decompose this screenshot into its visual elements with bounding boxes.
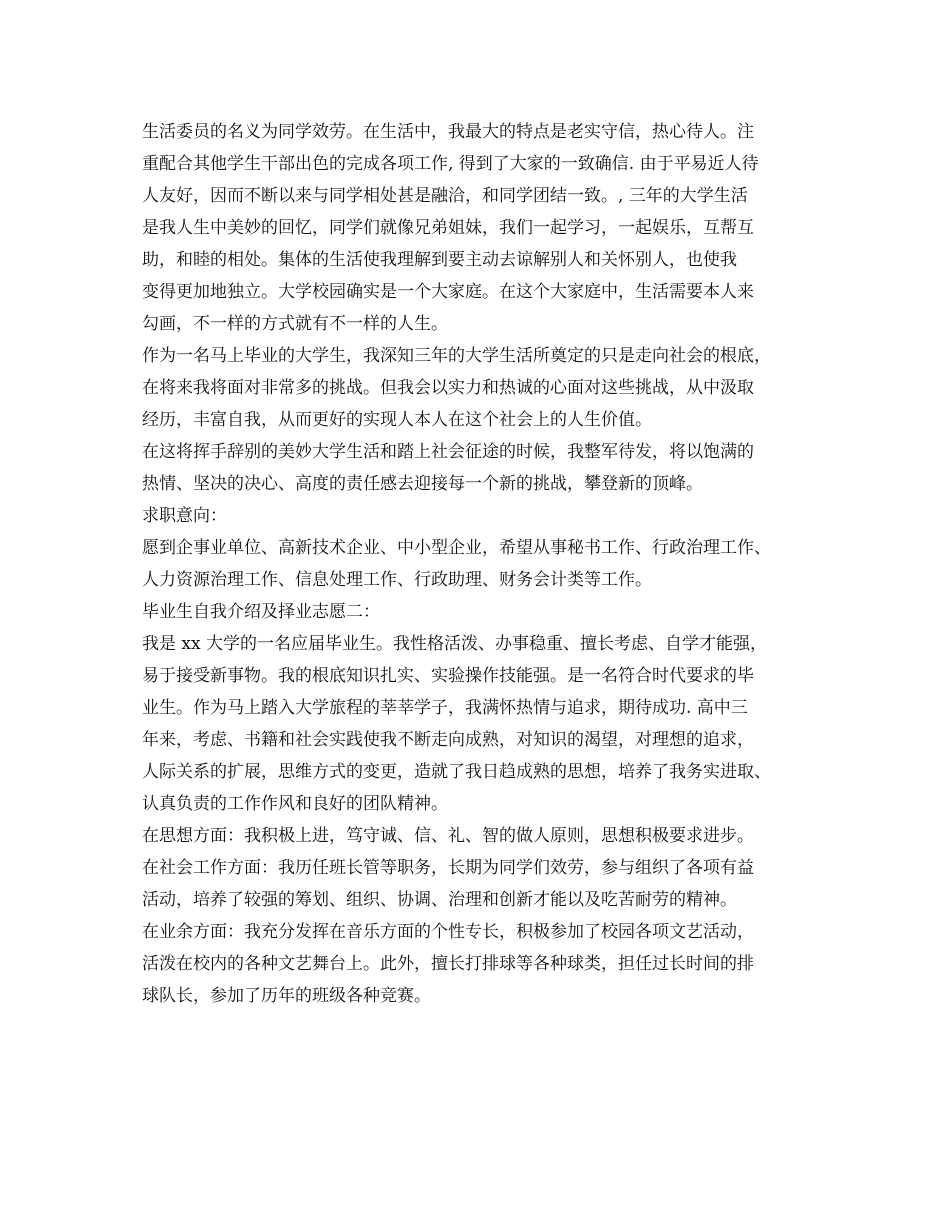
text-line: 作为一名马上毕业的大学生，我深知三年的大学生活所奠定的只是走向社会的根底， [142,346,771,366]
body-text [142,116,842,1012]
text-line: 重配合其他学生干部出色的完成各项工作, 得到了大家的一致确信. 由于平易近人待 [142,154,759,174]
text-line: 是我人生中美妙的回忆，同学们就像兄弟姐妹，我们一起学习，一起娱乐，互帮互 [142,218,754,238]
text-line: 在社会工作方面：我历任班长管等职务，长期为同学们效劳，参与组织了各项有益 [142,858,754,878]
text-line: 在将来我将面对非常多的挑战。但我会以实力和热诚的心面对这些挑战，从中汲取 [142,378,754,398]
text-line: 热情、坚决的决心、高度的责任感去迎接每一个新的挑战，攀登新的顶峰。 [142,474,703,494]
text-line: 经历，丰富自我，从而更好的实现人本人在这个社会上的人生价值。 [142,410,652,430]
text-line: 球队长，参加了历年的班级各种竞赛。 [142,986,431,1006]
text-line: 人力资源治理工作、信息处理工作、行政助理、财务会计类等工作。 [142,570,652,590]
text-line: 生活委员的名义为同学效劳。在生活中，我最大的特点是老实守信，热心待人。注 [142,122,754,142]
text-line: 认真负责的工作作风和良好的团队精神。 [142,794,448,814]
text-line: 易于接受新事物。我的根底知识扎实、实验操作技能强。是一名符合时代要求的毕 [142,666,754,686]
text-line: 在思想方面：我积极上进，笃守诚、信、礼、智的做人原则，思想积极要求进步。 [142,826,754,846]
text-line: 在业余方面：我充分发挥在音乐方面的个性专长，积极参加了校园各项文艺活动， [142,922,754,942]
text-line: 年来，考虑、书籍和社会实践使我不断走向成熟，对知识的渴望，对理想的追求， [142,730,754,750]
text-line: 愿到企事业单位、高新技术企业、中小型企业，希望从事秘书工作、行政治理工作、 [142,538,771,558]
text-line: 活动，培养了较强的筹划、组织、协调、治理和创新才能以及吃苦耐劳的精神。 [142,890,737,910]
text-line: 助，和睦的相处。集体的生活使我理解到要主动去谅解别人和关怀别人，也使我 [142,250,737,270]
text-line: 勾画，不一样的方式就有不一样的人生。 [142,314,448,334]
text-line: 活泼在校内的各种文艺舞台上。此外，擅长打排球等各种球类，担任过长时间的排 [142,954,754,974]
section-heading: 求职意向： [142,506,227,526]
text-line: 在这将挥手辞别的美妙大学生活和踏上社会征途的时候，我整军待发，将以饱满的 [142,442,754,462]
text-line: 人际关系的扩展，思维方式的变更，造就了我日趋成熟的思想，培养了我务实进取、 [142,762,771,782]
text-line: 变得更加地独立。大学校园确实是一个大家庭。在这个大家庭中，生活需要本人来 [142,282,754,302]
text-line: 我是 xx 大学的一名应届毕业生。我性格活泼、办事稳重、擅长考虑、自学才能强， [142,634,767,654]
text-line: 业生。作为马上踏入大学旅程的莘莘学子，我满怀热情与追求，期待成功. 高中三 [142,698,748,718]
text-line: 人友好，因而不断以来与同学相处甚是融洽，和同学团结一致。, 三年的大学生活 [142,186,748,206]
section-heading: 毕业生自我介绍及择业志愿二： [142,602,380,622]
